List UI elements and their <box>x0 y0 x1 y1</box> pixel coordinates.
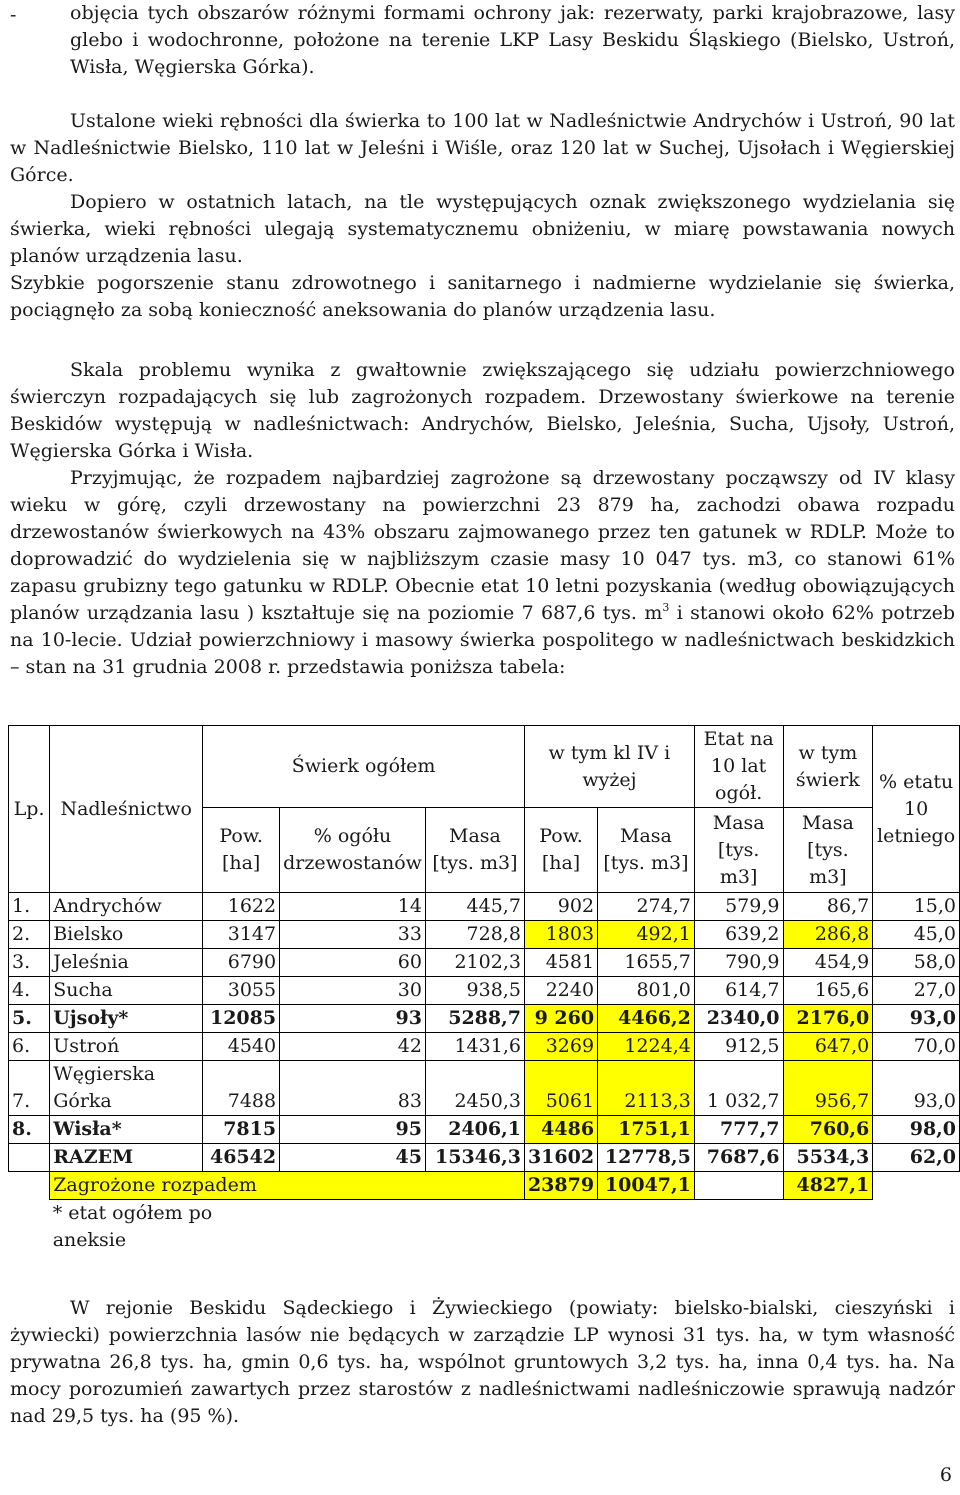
header-masa-kl: Masa [tys. m3] <box>598 808 695 893</box>
header-w-tym-kl: w tym kl IV i wyżej <box>524 726 694 808</box>
cell-petatu: 98,0 <box>873 1116 960 1144</box>
cell-swierk: 2176,0 <box>783 1005 873 1033</box>
paragraph-obnizenie: Dopiero w ostatnich latach, na tle występujących oznak zwiększonego wydzielania się świerka, wieki rębności ulegają systematycznemu obniżeniu, w miarę powstawania nowych planów urządzenia lasu. <box>10 191 955 267</box>
cell-name: Bielsko <box>50 921 203 949</box>
cell-masa: 445,7 <box>425 893 524 921</box>
table-row <box>9 949 960 977</box>
cell-etat: 790,9 <box>694 949 783 977</box>
cell-masa4: 274,7 <box>598 893 695 921</box>
paragraph-rebnosc: Ustalone wieki rębności dla świerka to 100 lat w Nadleśnictwie Andrychów i Ustroń, 90 lat w Nadleśnictwie Bielsko, 110 lat w Jeleśni i Wiśle, oraz 120 lat w Suchej, Ujsołach i Węgierskiej Górce. <box>10 110 955 186</box>
cell-etat: 2340,0 <box>694 1005 783 1033</box>
cell-empty <box>9 1172 50 1200</box>
cell-petatu: 70,0 <box>873 1033 960 1061</box>
header-masa-etat: Masa [tys. m3] <box>694 808 783 893</box>
table-row <box>9 1033 960 1061</box>
cell-name: Ustroń <box>50 1033 203 1061</box>
cell-masa4: 801,0 <box>598 977 695 1005</box>
cell-pow4: 2240 <box>524 977 597 1005</box>
table-header-row-1 <box>9 726 960 808</box>
cell-lp: 8. <box>9 1116 50 1144</box>
cell-etat: 639,2 <box>694 921 783 949</box>
cell-pow: 3055 <box>203 977 280 1005</box>
cell-name: Sucha <box>50 977 203 1005</box>
paragraph-beskid: W rejonie Beskidu Sądeckiego i Żywieckiego (powiaty: bielsko-bialski, cieszyński i żywiecki) powierzchnia lasów nie będących w zarządzie LP wynosi 31 tys. ha, w tym własność prywatna 26,8 tys. ha, gmin 0,6 tys. ha, wspólnot gruntowych 3,2 tys. ha, inna 0,4 tys. ha. Na mocy porozumień zawartych przez starostów z nadleśnictwami nadleśniczowie sprawują nadzór nad 29,5 tys. ha (95 %). <box>10 1297 955 1427</box>
cell-pct: 33 <box>280 921 426 949</box>
cell-name: Ujsoły* <box>50 1005 203 1033</box>
cell-threat-masa4: 10047,1 <box>598 1172 695 1200</box>
intro-bullet-text: objęcia tych obszarów różnymi formami ochrony jak: rezerwaty, parki krajobrazowe, lasy glebo i wodochronne, położone na terenie LKP Lasy Beskidu Śląskiego (Bielsko, Ustroń, Wisła, Węgierska Górka). <box>70 2 955 78</box>
superscript-3: 3 <box>662 601 670 614</box>
cell-threat-pow4: 23879 <box>524 1172 597 1200</box>
cell-swierk: 286,8 <box>783 921 873 949</box>
cell-lp: 7. <box>9 1061 50 1116</box>
cell-etat: 1 032,7 <box>694 1061 783 1116</box>
header-masa: Masa [tys. m3] <box>425 808 524 893</box>
cell-total-masa: 15346,3 <box>425 1144 524 1172</box>
cell-pow4: 4486 <box>524 1116 597 1144</box>
cell-etat: 912,5 <box>694 1033 783 1061</box>
cell-etat: 614,7 <box>694 977 783 1005</box>
cell-pct: 60 <box>280 949 426 977</box>
cell-threat-swierk: 4827,1 <box>783 1172 873 1200</box>
cell-total-swierk: 5534,3 <box>783 1144 873 1172</box>
table-row <box>9 977 960 1005</box>
cell-empty <box>280 1200 960 1255</box>
table-row-total <box>9 1144 960 1172</box>
cell-threat-name: Zagrożone rozpadem <box>50 1172 525 1200</box>
cell-lp: 3. <box>9 949 50 977</box>
cell-lp: 2. <box>9 921 50 949</box>
cell-pow4: 3269 <box>524 1033 597 1061</box>
cell-swierk: 647,0 <box>783 1033 873 1061</box>
spruce-table <box>8 725 960 1254</box>
cell-pow4: 5061 <box>524 1061 597 1116</box>
cell-total-pow: 46542 <box>203 1144 280 1172</box>
cell-etat: 579,9 <box>694 893 783 921</box>
cell-empty <box>873 1172 960 1200</box>
header-pow-kl: Pow. [ha] <box>524 808 597 893</box>
cell-pow4: 1803 <box>524 921 597 949</box>
cell-swierk: 86,7 <box>783 893 873 921</box>
table-footnote: * etat ogółem po aneksie <box>52 1202 213 1251</box>
table-row-threat <box>9 1172 960 1200</box>
header-pct-etatu: % etatu 10 letniego <box>873 726 960 893</box>
cell-pow4: 902 <box>524 893 597 921</box>
table-row <box>9 1005 960 1033</box>
paragraph-pogorszenie: Szybkie pogorszenie stanu zdrowotnego i sanitarnego i nadmierne wydzielanie się świerka, pociągnęło za sobą konieczność aneksowania do planów urządzenia lasu. <box>10 272 955 321</box>
cell-petatu: 58,0 <box>873 949 960 977</box>
cell-masa4: 1751,1 <box>598 1116 695 1144</box>
header-etat: Etat na 10 lat ogół. <box>694 726 783 808</box>
cell-empty <box>694 1172 783 1200</box>
cell-empty <box>9 1144 50 1172</box>
cell-pow: 7815 <box>203 1116 280 1144</box>
cell-masa: 728,8 <box>425 921 524 949</box>
cell-masa: 2450,3 <box>425 1061 524 1116</box>
cell-total-masa4: 12778,5 <box>598 1144 695 1172</box>
cell-pct: 30 <box>280 977 426 1005</box>
cell-masa4: 1655,7 <box>598 949 695 977</box>
cell-masa4: 2113,3 <box>598 1061 695 1116</box>
cell-pow4: 9 260 <box>524 1005 597 1033</box>
table-row <box>9 1116 960 1144</box>
table-row <box>9 921 960 949</box>
cell-pct: 14 <box>280 893 426 921</box>
cell-swierk: 956,7 <box>783 1061 873 1116</box>
cell-name: Węgierska Górka <box>50 1061 203 1116</box>
cell-total-etat: 7687,6 <box>694 1144 783 1172</box>
cell-masa: 938,5 <box>425 977 524 1005</box>
cell-name: Andrychów <box>50 893 203 921</box>
cell-pow4: 4581 <box>524 949 597 977</box>
cell-total-pow4: 31602 <box>524 1144 597 1172</box>
cell-total-petatu: 62,0 <box>873 1144 960 1172</box>
cell-lp: 1. <box>9 893 50 921</box>
cell-total-pct: 45 <box>280 1144 426 1172</box>
header-swierk-ogolem: Świerk ogółem <box>203 726 525 808</box>
cell-masa: 2406,1 <box>425 1116 524 1144</box>
cell-petatu: 93,0 <box>873 1005 960 1033</box>
cell-swierk: 165,6 <box>783 977 873 1005</box>
header-pow: Pow. [ha] <box>203 808 280 893</box>
cell-masa4: 4466,2 <box>598 1005 695 1033</box>
cell-lp: 6. <box>9 1033 50 1061</box>
page-number: 6 <box>939 1464 952 1486</box>
cell-pow: 6790 <box>203 949 280 977</box>
header-lp: Lp. <box>9 726 50 893</box>
cell-lp: 5. <box>9 1005 50 1033</box>
table-row <box>9 893 960 921</box>
cell-swierk: 454,9 <box>783 949 873 977</box>
cell-name: Jeleśnia <box>50 949 203 977</box>
cell-lp: 4. <box>9 977 50 1005</box>
cell-petatu: 45,0 <box>873 921 960 949</box>
header-w-tym-swierk: w tym świerk <box>783 726 873 808</box>
cell-empty <box>9 1200 50 1255</box>
cell-swierk: 760,6 <box>783 1116 873 1144</box>
table-row-footnote <box>9 1200 960 1255</box>
cell-pct: 42 <box>280 1033 426 1061</box>
table-row <box>9 1061 960 1116</box>
cell-masa: 2102,3 <box>425 949 524 977</box>
table-body <box>9 893 960 1255</box>
cell-pow: 12085 <box>203 1005 280 1033</box>
cell-etat: 777,7 <box>694 1116 783 1144</box>
cell-pow: 7488 <box>203 1061 280 1116</box>
header-pct-ogolu: % ogółu drzewostanów <box>280 808 426 893</box>
cell-pow: 3147 <box>203 921 280 949</box>
cell-pct: 93 <box>280 1005 426 1033</box>
cell-masa4: 1224,4 <box>598 1033 695 1061</box>
cell-masa: 1431,6 <box>425 1033 524 1061</box>
cell-petatu: 27,0 <box>873 977 960 1005</box>
cell-name: Wisła* <box>50 1116 203 1144</box>
cell-masa4: 492,1 <box>598 921 695 949</box>
cell-pow: 1622 <box>203 893 280 921</box>
cell-petatu: 93,0 <box>873 1061 960 1116</box>
header-masa-swierk: Masa [tys. m3] <box>783 808 873 893</box>
cell-pct: 95 <box>280 1116 426 1144</box>
paragraph-zagrozenie: Przyjmując, że rozpadem najbardziej zagrożone są drzewostany począwszy od IV klasy wieku w górę, czyli drzewostany na powierzchni 23 879 ha, zachodzi obawa rozpadu drzewostanów świerkowych na 43% obszaru zajmowanego przez ten gatunek w RDLP. Może to doprowadzić do wydzielenia się w najbliższym czasie masy 10 047 tys. m3, co stanowi 61% zapasu grubizny tego gatunku w RDLP. Obecnie etat 10 letni pozyskania (według obowiązujących planów urządzania lasu ) kształtuje się na poziomie 7 687,6 tys. $m^3$ i stanowi około 62% potrzeb na 10-lecie. Udział powierzchniowy i masowy świerka pospolitego w nadleśnictwach beskidzkich – stan na 31 grudnia 2008 r. przedstawia poniższa tabela: <box>10 467 955 678</box>
list-dash: - <box>10 4 17 26</box>
cell-masa: 5288,7 <box>425 1005 524 1033</box>
paragraph-skala: Skala problemu wynika z gwałtownie zwiększającego się udziału powierzchniowego świerczyn rozpadających się lub zagrożonych rozpadem. Drzewostany świerkowe na terenie Beskidów występują w nadleśnictwach: Andrychów, Bielsko, Jeleśnia, Sucha, Ujsoły, Ustroń, Węgierska Górka i Wisła. <box>10 359 955 462</box>
cell-total-name: RAZEM <box>50 1144 203 1172</box>
header-nadlesnictwo: Nadleśnictwo <box>50 726 203 893</box>
cell-pct: 83 <box>280 1061 426 1116</box>
cell-pow: 4540 <box>203 1033 280 1061</box>
cell-petatu: 15,0 <box>873 893 960 921</box>
